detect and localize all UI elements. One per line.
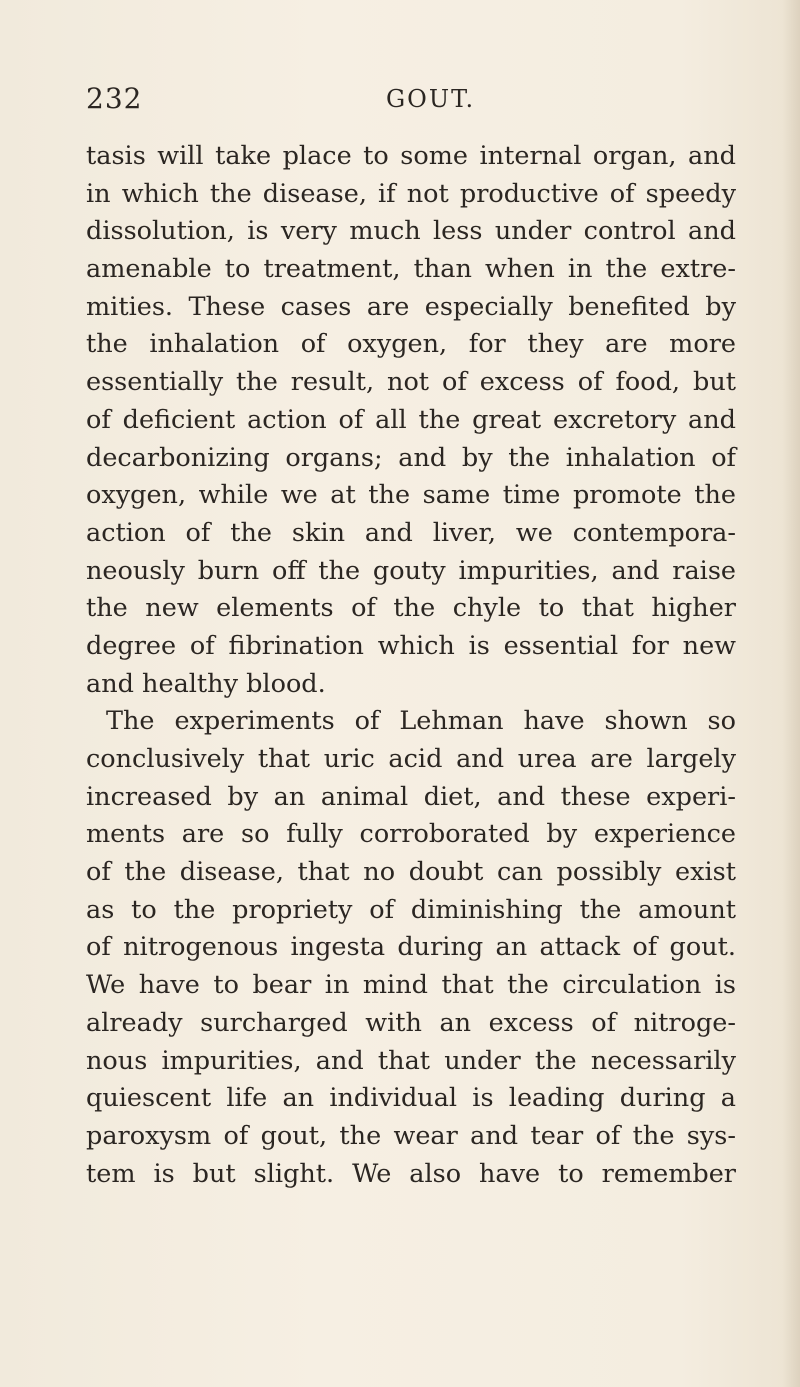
paragraph-end-line: and healthy blood.	[86, 668, 326, 699]
text-line: as to the propriety of diminishing the amount	[86, 894, 736, 925]
text-line: of the disease, that no doubt can possibly exist	[86, 857, 736, 888]
text-line: oxygen, while we at the same time promote the	[86, 480, 736, 511]
text-line: tem is but slight. We also have to remember	[86, 1158, 736, 1189]
page-number: 232	[86, 82, 143, 115]
text-line: dissolution, is very much less under control and	[86, 216, 736, 247]
page-edge-shadow	[782, 0, 800, 1387]
body-text	[86, 138, 736, 1193]
text-line: ments are so fully corroborated by experience	[86, 819, 736, 850]
text-line: of deficient action of all the great excretory and	[86, 404, 736, 435]
paragraph-start-line: The experiments of Lehman have shown so	[106, 706, 736, 737]
text-line: degree of fibrination which is essential for new	[86, 630, 736, 661]
text-line: decarbonizing organs; and by the inhalation of	[86, 442, 736, 473]
text-line: already surcharged with an excess of nitroge-	[86, 1007, 736, 1038]
text-line: of nitrogenous ingesta during an attack of gout.	[86, 932, 736, 963]
text-line: neously burn off the gouty impurities, and raise	[86, 555, 736, 586]
page-header	[86, 82, 736, 122]
text-line: essentially the result, not of excess of food, but	[86, 367, 736, 398]
text-line: action of the skin and liver, we contempora-	[86, 517, 736, 548]
text-line: increased by an animal diet, and these experi-	[86, 781, 736, 812]
text-line: nous impurities, and that under the necessarily	[86, 1045, 736, 1076]
running-head: GOUT.	[386, 85, 476, 113]
text-line: amenable to treatment, than when in the extre-	[86, 254, 736, 285]
text-line: the inhalation of oxygen, for they are more	[86, 329, 736, 360]
text-line: We have to bear in mind that the circulation is	[86, 970, 736, 1001]
text-line: the new elements of the chyle to that higher	[86, 593, 736, 624]
text-line: tasis will take place to some internal organ, and	[86, 141, 736, 171]
text-line: conclusively that uric acid and urea are largely	[86, 744, 736, 774]
text-line: quiescent life an individual is leading during a	[86, 1083, 736, 1114]
text-line: mities. These cases are especially benefited by	[86, 291, 736, 322]
text-line: paroxysm of gout, the wear and tear of the sys-	[86, 1120, 736, 1151]
text-line: in which the disease, if not productive of speedy	[86, 178, 736, 209]
